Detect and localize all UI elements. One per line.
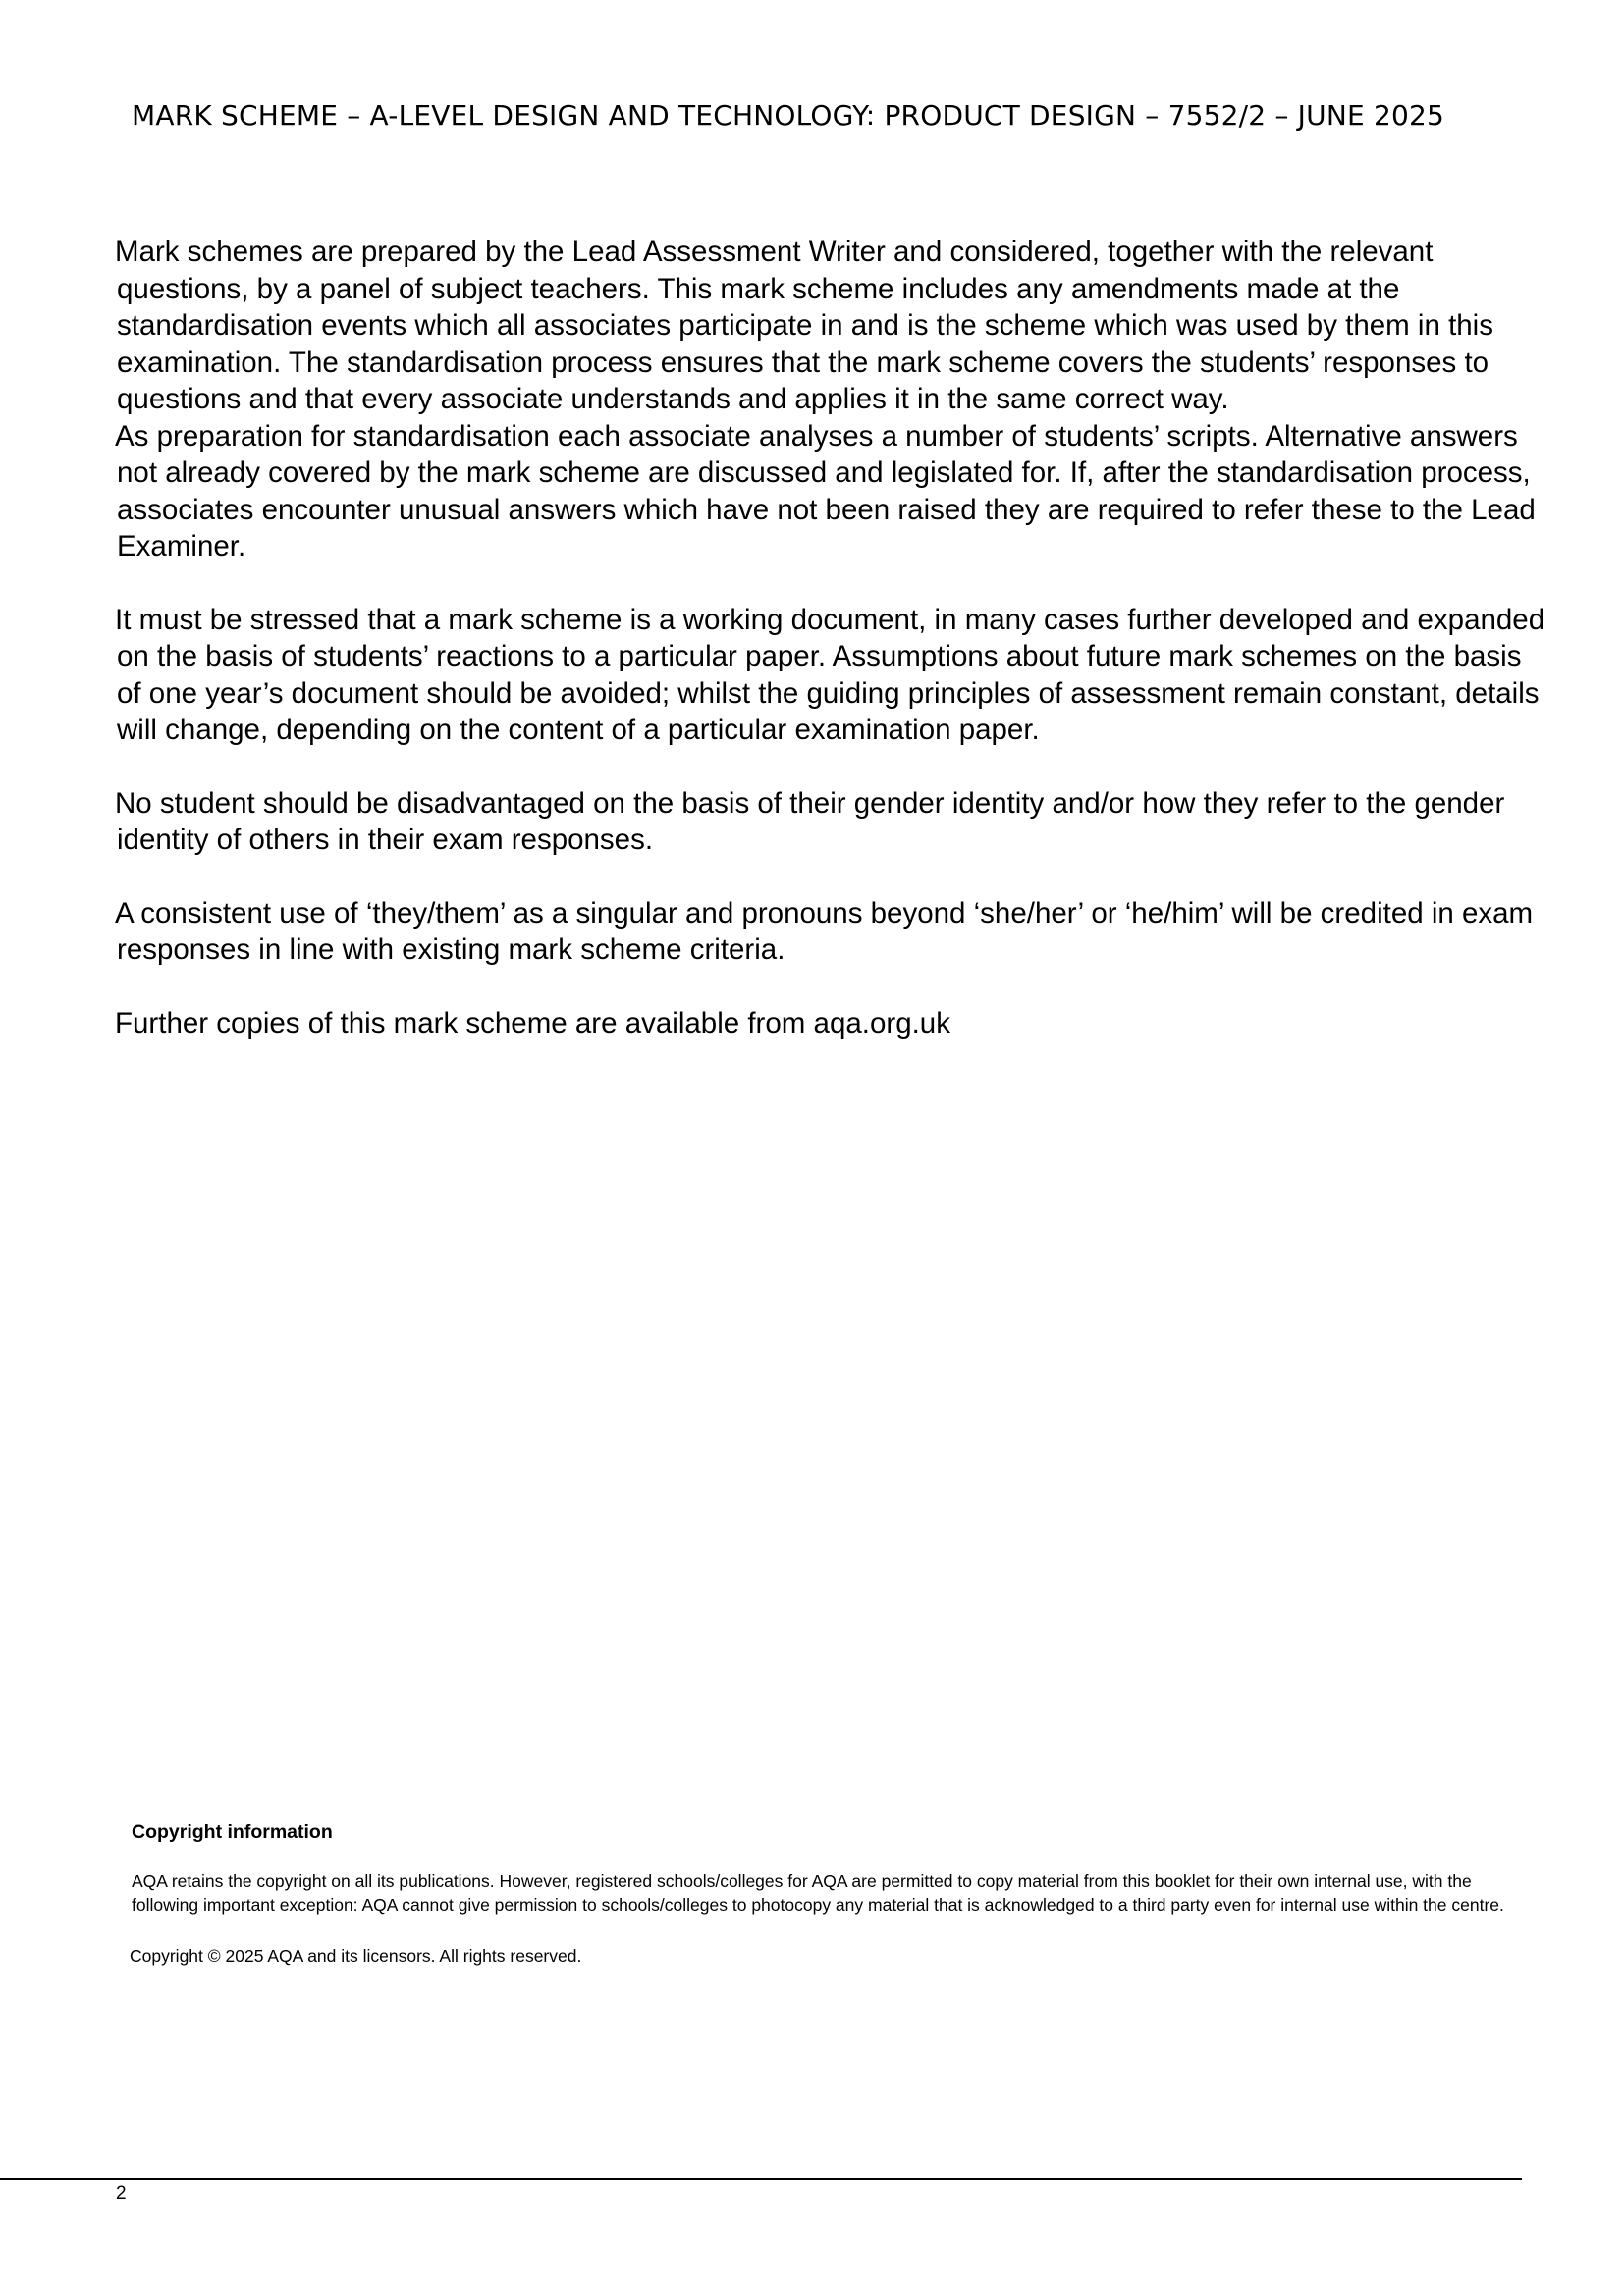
copyright-heading: Copyright information [132,1821,333,1842]
paragraph-pronouns: A consistent use of ‘they/them’ as a singular and pronouns beyond ‘she/her’ or ‘he/him’ will be credited in exam responses in line with existing mark scheme criteria. [115,896,1534,966]
paragraph-standardisation: As preparation for standardisation each associate analyses a number of students’ scripts. Alternative answers not already covered by the mark scheme are discussed and legislated for. If, after the standardisation process, associates encounter unusual answers which have not been raised they are required to refer these to the Lead Examiner. [115,419,1536,562]
copyright-section [132,1821,1506,1967]
footer-divider [0,2178,1522,2180]
paragraph-working-document: It must be stressed that a mark scheme is a working document, in many cases further developed and expanded on the basis of students’ reactions to a particular paper. Assumptions about future mark schemes on the basis of one year’s document should be avoided; whilst the guiding principles of assessment remain constant, details will change, depending on the content of a particular examination paper. [115,603,1545,746]
mark-scheme-intro [115,234,1548,1041]
paragraph-preparation: Mark schemes are prepared by the Lead Assessment Writer and considered, together with the relevant questions, by a panel of subject teachers. This mark scheme includes any amendments made at the standardisation events which all associates participate in and is the scheme which was used by them in this examination. The standardisation process ensures that the mark scheme covers the students’ responses to questions and that every associate understands and applies it in the same correct way. [115,236,1493,415]
copyright-notice: Copyright © 2025 AQA and its licensors. All rights reserved. [130,1947,582,1966]
paragraph-further-copies: Further copies of this mark scheme are available from aqa.org.uk [115,1006,950,1040]
page-header: MARK SCHEME – A-LEVEL DESIGN AND TECHNOLOGY: PRODUCT DESIGN – 7552/2 – JUNE 2025 [132,99,1445,132]
copyright-body: AQA retains the copyright on all its publications. However, registered schools/colleges for AQA are permitted to copy material from this booklet for their own internal use, with the following important exception: AQA cannot give permission to schools/colleges to photocopy any material that is acknowledged to a third party even for internal use within the centre. [132,1871,1504,1915]
paragraph-gender-identity: No student should be disadvantaged on the basis of their gender identity and/or how they refer to the gender identity of others in their exam responses. [115,786,1505,856]
page-number: 2 [116,2183,127,2204]
